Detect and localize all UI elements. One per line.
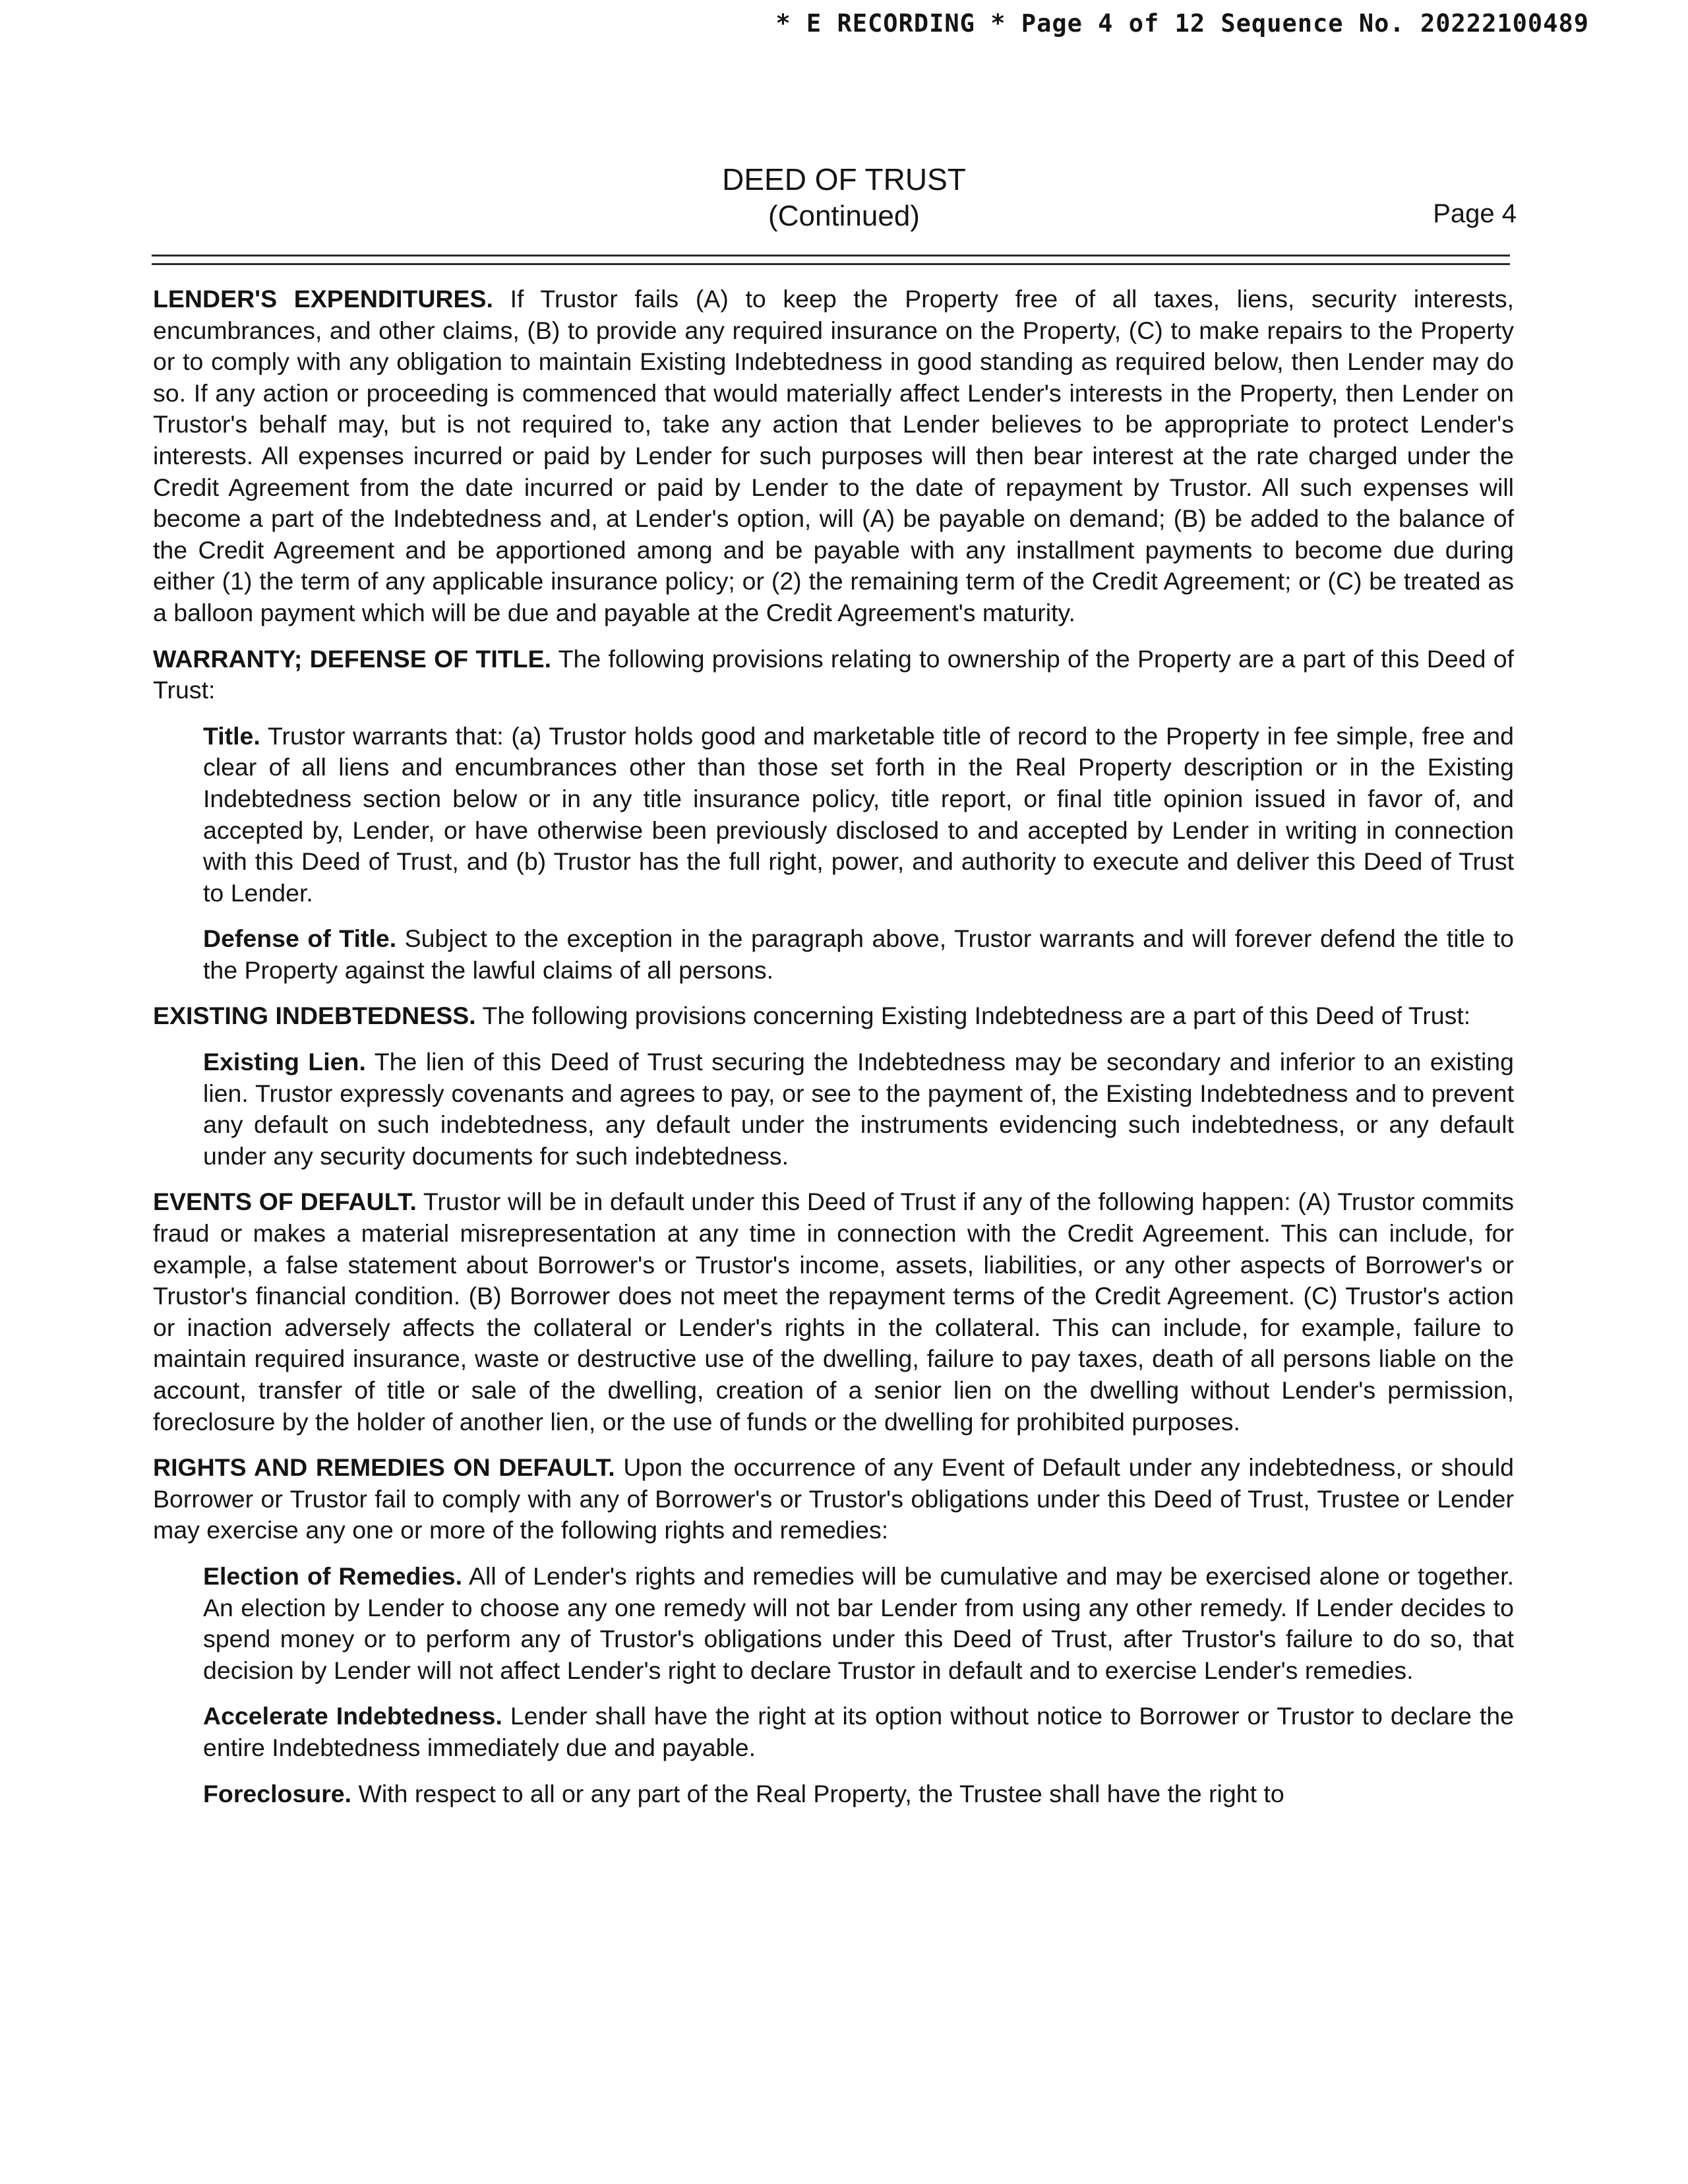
section-text: If Trustor fails (A) to keep the Property free of all taxes, liens, security interests, encumbrances, and other claims, (B) to provide any required insurance on the Property, (C) to make repairs to the Property or to comply with any obligation to maintain Existing Indebtedness in good standing as required below, then Lender may do so. If any action or proceeding is commenced that would materially affect Lender's interests in the Property, then Lender on Trustor's behalf may, but is not required to, take any action that Lender believes to be appropriate to protect Lender's interests. All expenses incurred or paid by Lender for such purposes will then bear interest at the rate charged under the Credit Agreement from the date incurred or paid by Lender to the date of repayment by Trustor. All such expenses will become a part of the Indebtedness and, at Lender's option, will (A) be payable on demand; (B) be added to the balance of the Credit Agreement and be apportioned among and be payable with any installment payments to become due during either (1) the term of any applicable insurance policy; or (2) the remaining term of the Credit Agreement; or (C) be treated as a balloon payment which will be due and payable at the Credit Agreement's maturity. — [153, 285, 1514, 626]
section-heading: RIGHTS AND REMEDIES ON DEFAULT. — [153, 1453, 615, 1482]
section-heading: WARRANTY; DEFENSE OF TITLE. — [153, 644, 552, 673]
section-heading: LENDER'S EXPENDITURES. — [153, 285, 493, 313]
subsection-existing-lien — [203, 1046, 1514, 1172]
document-body — [153, 284, 1514, 1809]
subsection-foreclosure — [203, 1778, 1514, 1810]
subsection-election-of-remedies — [203, 1561, 1514, 1686]
recording-stamp: * E RECORDING * Page 4 of 12 Sequence No. 20222100489 — [775, 9, 1589, 38]
subsection-text: With respect to all or any part of the Real Property, the Trustee shall have the right to — [358, 1779, 1284, 1807]
header-rule-top — [152, 255, 1510, 257]
section-text: Upon the occurrence of any Event of Default under any indebtedness, or should Borrower or Trustor fail to comply with any of Borrower's or Trustor's obligations under this Deed of Trust, Trustee or Lender may exercise any one or more of the following rights and remedies: — [153, 1453, 1515, 1544]
subsection-heading: Title. — [203, 721, 260, 750]
document-title: DEED OF TRUST — [722, 162, 966, 197]
subsection-heading: Defense of Title. — [203, 925, 397, 953]
subsection-text: Subject to the exception in the paragraph above, Trustor warrants and will forever defend the title to the Property against the lawful claims of all persons. — [203, 925, 1514, 984]
subsection-text: All of Lender's rights and remedies will be cumulative and may be exercised alone or together. An election by Lender to choose any one remedy will not bar Lender from using any other remedy. If Lender decides to spend money or to perform any of Trustor's obligations under this Deed of Trust, after Trustor's failure to do so, that decision by Lender will not affect Lender's right to declare Trustor in default and to exercise Lender's remedies. — [203, 1562, 1514, 1684]
section-text: The following provisions concerning Existing Indebtedness are a part of this Deed of Trust: — [482, 1002, 1471, 1030]
subsection-defense-of-title — [203, 923, 1514, 986]
section-heading: EVENTS OF DEFAULT. — [153, 1188, 417, 1216]
subsection-heading: Election of Remedies. — [203, 1562, 463, 1590]
section-text: Trustor will be in default under this Deed of Trust if any of the following happen: (A) Trustor commits fraud or makes a material misrepresentation at any time in connection with the Credit Agreement. This can include, for example, a false statement about Borrower's or Trustor's income, assets, liabilities, or any other aspects of Borrower's or Trustor's financial condition. (B) Borrower does not meet the repayment terms of the Credit Agreement. (C) Trustor's action or inaction adversely affects the collateral or Lender's rights in the collateral. This can include, for example, failure to maintain required insurance, waste or destructive use of the dwelling, failure to pay taxes, death of all persons liable on the account, transfer of title or sale of the dwelling, creation of a senior lien on the dwelling without Lender's permission, foreclosure by the holder of another lien, or the use of funds or the dwelling for prohibited purposes. — [153, 1188, 1515, 1436]
section-lenders-expenditures — [153, 284, 1514, 629]
section-text: The following provisions relating to ownership of the Property are a part of this Deed of Trust: — [153, 644, 1514, 704]
section-warranty-defense-of-title — [153, 644, 1514, 706]
subsection-text: The lien of this Deed of Trust securing the Indebtedness may be secondary and inferior to an existing lien. Trustor expressly covenants and agrees to pay, or see to the payment of, the Existing Indebtedness and to prevent any default on such indebtedness, any default under the instruments evidencing such indebtedness, or any default under any security documents for such indebtedness. — [203, 1048, 1514, 1170]
subsection-heading: Accelerate Indebtedness. — [203, 1702, 502, 1730]
subsection-text: Trustor warrants that: (a) Trustor holds good and marketable title of record to the Property in fee simple, free and clear of all liens and encumbrances other than those set forth in the Real Property description or in the Existing Indebtedness section below or in any title insurance policy, title report, or final title opinion issued in favor of, and accepted by, Lender, or have otherwise been previously disclosed to and accepted by Lender in writing in connection with this Deed of Trust, and (b) Trustor has the full right, power, and authority to execute and deliver this Deed of Trust to Lender. — [203, 721, 1514, 907]
section-events-of-default — [153, 1186, 1514, 1438]
subsection-accelerate-indebtedness — [203, 1701, 1514, 1763]
subsection-heading: Existing Lien. — [203, 1048, 366, 1076]
section-heading: EXISTING INDEBTEDNESS. — [153, 1002, 476, 1030]
header-rule-bottom — [152, 263, 1510, 265]
section-existing-indebtedness — [153, 1000, 1514, 1032]
subsection-title — [203, 721, 1514, 909]
subsection-text: Lender shall have the right at its option without notice to Borrower or Trustor to declare the entire Indebtedness immediately due and payable. — [203, 1702, 1514, 1761]
document-subtitle: (Continued) — [768, 200, 920, 232]
section-rights-and-remedies — [153, 1452, 1514, 1546]
page-number: Page 4 — [1433, 199, 1517, 228]
subsection-heading: Foreclosure. — [203, 1779, 352, 1807]
